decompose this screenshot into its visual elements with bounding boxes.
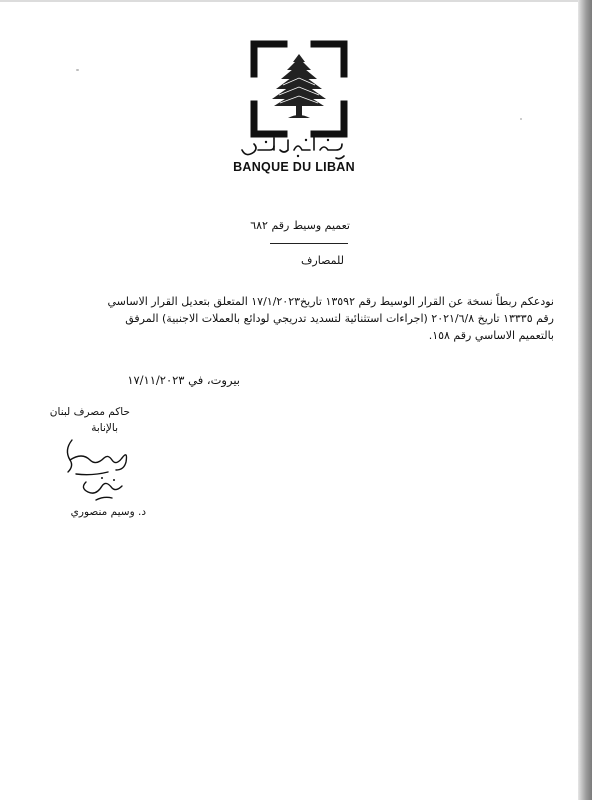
page-edge-shadow [578, 0, 592, 800]
body-line: نودعكم ربطاً نسخة عن القرار الوسيط رقم ١٣٥٩٢ تاريخ١٧/١/٢٠٢٣ المتعلق بتعديل القرار الاساسي [107, 295, 554, 308]
circular-body [44, 293, 554, 344]
handwritten-signature [56, 430, 140, 506]
page-top-edge [0, 0, 578, 2]
cedar-logo-icon [250, 40, 348, 138]
letterhead-arabic-logotype [236, 128, 352, 162]
signatory-role: بالإنابة [91, 422, 118, 434]
circular-recipient: للمصارف [301, 254, 344, 267]
body-line: بالتعميم الاساسي رقم ١٥٨. [428, 329, 554, 342]
signatory-name: د. وسيم منصوري [70, 506, 146, 518]
city-and-date: بيروت، في ١٧/١١/٢٠٢٣ [127, 373, 240, 387]
scan-speck [520, 118, 522, 120]
title-underline [270, 243, 348, 244]
circular-title: تعميم وسيط رقم ٦٨٢ [250, 219, 350, 232]
body-line: رقم ١٣٣٣٥ تاريخ ٢٠٢١/٦/٨ (اجراءات استثنائية لتسديد تدريجي لودائع بالعملات الاجنبية) المرفق [125, 312, 554, 325]
scan-speck [76, 69, 79, 71]
letterhead-latin-name: BANQUE DU LIBAN [233, 160, 355, 174]
signatory-title: حاكم مصرف لبنان [49, 406, 130, 418]
